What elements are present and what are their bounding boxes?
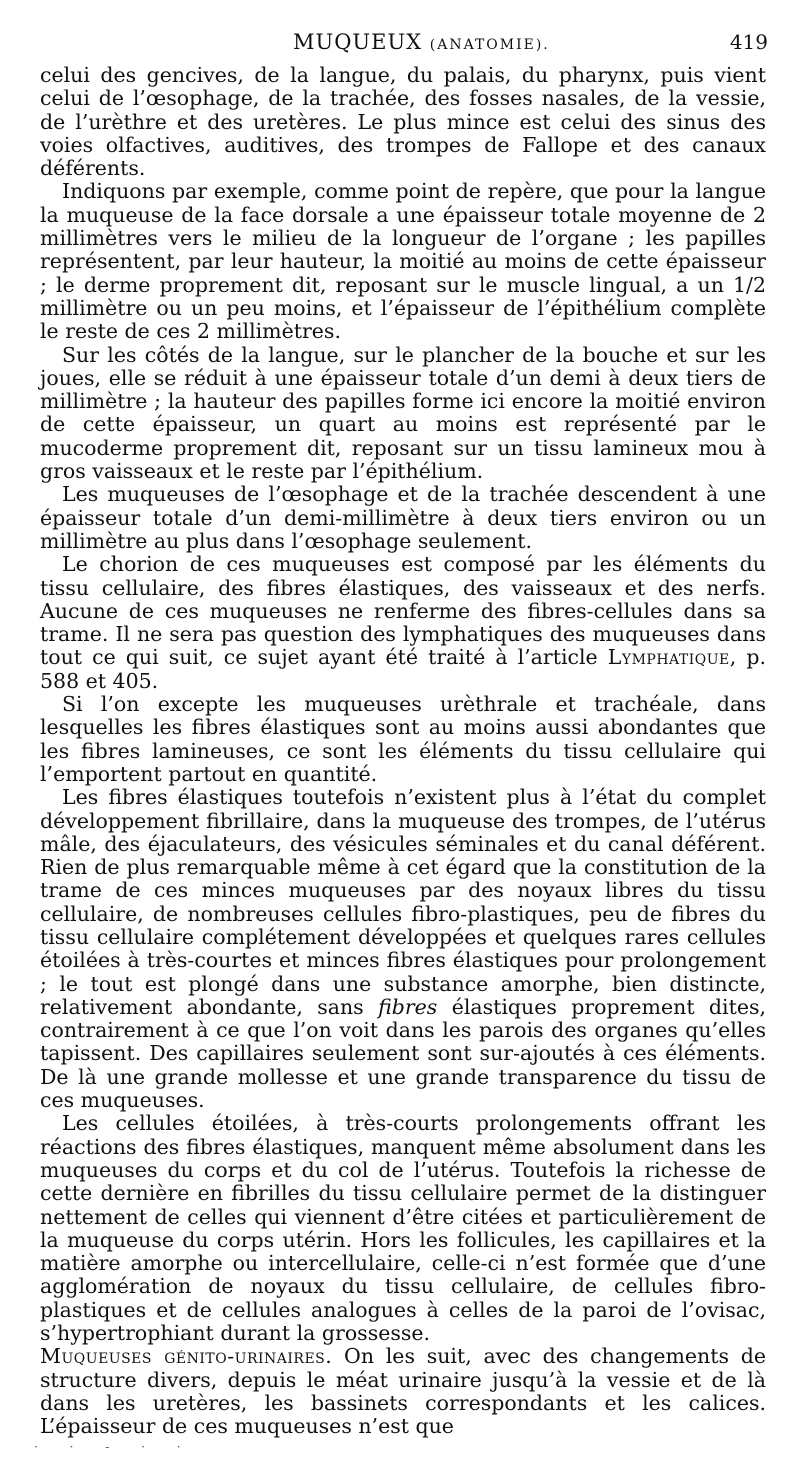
running-title-subtitle: (ANATOMIE). (429, 37, 550, 53)
paragraph-with-reference (40, 553, 766, 693)
paragraph: Indiquons par exemple, comme point de repère, que pour la langue la muqueuse de la face dorsale a une épaisseur totale moyenne de 2 millimètres vers le milieu de la longueur de l’organe ; les papilles représentent, par leur hauteur, la moitié au moins de cette épaisseur ; le derme proprement dit, reposant sur le muscle lingual, a un 1/2 millimètre ou un peu moins, et l’épaisseur de l’épithélium complète le reste de ces 2 millimètres. (40, 179, 766, 344)
running-title (293, 30, 550, 54)
section-paragraph (40, 1345, 766, 1438)
page-number: 419 (729, 30, 768, 54)
paragraph: Sur les côtés de la langue, sur le plancher de la bouche et sur les joues, elle se réduit à une épaisseur totale d’un demi à deux tiers de millimètre ; la hauteur des papilles forme ici encore la moitié environ de cette épaisseur, un quart au moins est représenté par le mucoderme proprement dit, reposant sur un tissu lamineux mou à gros vaisseaux et le reste par l’épithélium. (40, 342, 766, 484)
paragraph: Si l’on excepte les muqueuses urèthrale et trachéale, dans lesquelles les fibres élastiques sont au moins aussi abondantes que les fibres lamineuses, ce sont les éléments du tissu cellulaire qui l’emportent partout en quantité. (40, 692, 766, 786)
paragraph: Les muqueuses de l’œsophage et de la trachée descendent à une épaisseur totale d’un demi-millimètre à deux tiers environ ou un millimètre au plus dans l’œsophage seulement. (40, 482, 766, 553)
paragraph-text: On les suit, avec des changements de structure divers, depuis le méat urinaire jusqu’à la vessie et de là dans les uretères, les bassinets correspondants et les calices. L’épaisseur de ces muqueuses n’est que (40, 1344, 766, 1439)
running-title-main: MUQUEUX (293, 30, 423, 54)
body-text (40, 64, 766, 1439)
article-reference: Lymphatique (607, 645, 730, 670)
paragraph-text-continued: élastiques proprement dites, contrairement à ce que l’on voit dans les parois des organes qu’elles tapissent. Des capillaires seulement sont sur-ajoutés à ces éléments. De là une grande mollesse et une grande transparence du tissu de ces muqueuses. (40, 994, 766, 1113)
paragraph-text: Les fibres élastiques toutefois n’existent plus à l’état du complet développement fibrillaire, dans la muqueuse des trompes, de l’utérus mâle, des éjaculateurs, des vésicules séminales et du canal déférent. Rien de plus remarquable même à cet égard que la constitution de la trame de ces minces muqueuses par des noyaux libres du tissu cellulaire, de nombreuses cellules fibro-plastiques, peu de fibres du tissu cellulaire complétement développées et quelques rares cellules étoilées à très-courtes et minces fibres élastiques pour prolongement ; le tout est plongé dans une substance amorphe, bien distincte, relativement abondante, sans (40, 785, 766, 1019)
paragraph-text: Le chorion de ces muqueuses est composé par les éléments du tissu cellulaire, des fibres élastiques, des vaisseaux et des nerfs. Aucune de ces muqueuses ne renferme des fibres-cellules dans sa trame. Il ne sera pas question des lymphatiques des muqueuses dans tout ce qui suit, ce sujet ayant été traité à l’article (40, 552, 766, 670)
page-header (0, 30, 800, 56)
paragraph-with-italic (40, 786, 766, 1112)
paragraph: celui des gencives, de la langue, du palais, du pharynx, puis vient celui de l’œsophage, de la trachée, des fosses nasales, de la vessie, de l’urèthre et des uretères. Le plus mince est celui des sinus des voies olfactives, auditives, des trompes de Fallope et des canaux déférents. (40, 63, 766, 181)
section-heading: Muqueuses génito-urinaires. (40, 1344, 333, 1369)
italic-word: fibres (378, 994, 438, 1019)
article-reference-tail: , p. 588 et 405. (40, 645, 766, 693)
footer-marks: · · - · · (34, 1440, 195, 1454)
paragraph: Les cellules étoilées, à très-courts prolongements offrant les réactions des fibres élastiques, manquent même absolument dans les muqueuses du corps et du col de l’utérus. Toutefois la richesse de cette dernière en fibrilles du tissu cellulaire permet de la distinguer nettement de celles qui viennent d’être citées et particulièrement de la muqueuse du corps utérin. Hors les follicules, les capillaires et la matière amorphe ou intercellulaire, celle-ci n’est formée que d’une agglomération de noyaux du tissu cellulaire, de cellules fibro-plastiques et de cellules analogues à celles de la paroi de l’ovisac, s’hypertrophiant durant la grossesse. (40, 1111, 766, 1346)
